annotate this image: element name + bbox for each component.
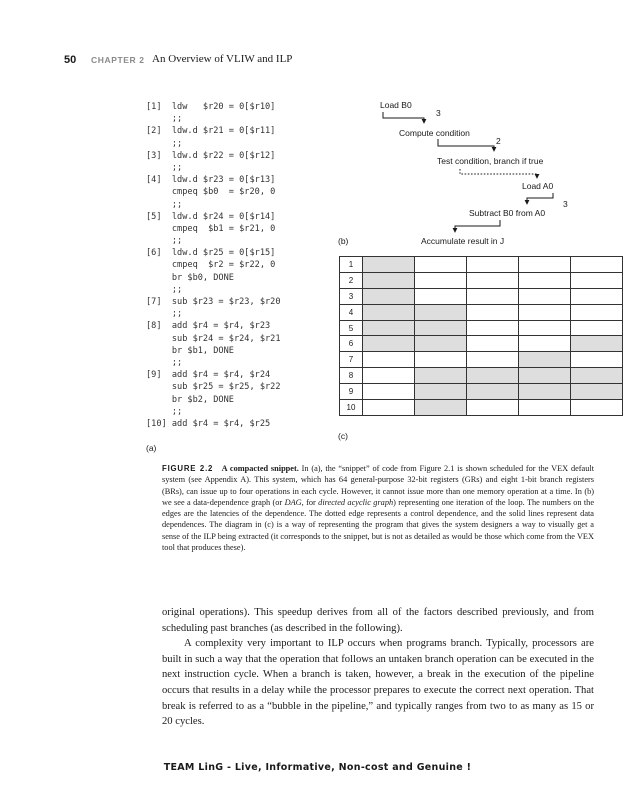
dependence-graph [360,98,600,250]
code-line: [10] add $r4 = $r4, $r25 [146,418,271,429]
table-row [340,384,623,400]
code-line: ;; [146,162,183,173]
dag-node-subtract: Subtract B0 from A0 [469,208,546,218]
figure-title: A compacted snippet. [221,464,299,473]
issue-slot [415,288,467,304]
row-number: 5 [340,320,363,336]
panel-label-b: (b) [338,236,349,246]
code-line: [7] sub $r23 = $r23, $r20 [146,297,281,307]
dag-latency-2: 2 [496,136,501,146]
code-line: [9] add $r4 = $r4, $r24 [146,370,271,381]
panel-label-a: (a) [146,443,157,453]
issue-slot [467,257,519,273]
code-line: sub $r25 = $r25, $r22 [146,382,281,393]
table-row [340,304,623,320]
issue-slot [415,320,467,336]
issue-slot [467,368,519,384]
issue-slot [571,352,623,368]
issue-slot [519,288,571,304]
issue-slot [571,400,623,416]
issue-slot [519,336,571,352]
issue-slot [467,384,519,400]
code-line: sub $r24 = $r24, $r21 [146,333,281,344]
issue-slot [415,368,467,384]
edge-compute-test [438,139,494,151]
issue-slot [467,288,519,304]
code-line: [1] ldw $r20 = 0[$r10] [146,102,276,112]
issue-slot [363,336,415,352]
code-line: ;; [146,357,183,368]
code-line: ;; [146,114,183,125]
issue-slot [519,304,571,320]
issue-slot [467,272,519,288]
dag-node-accumulate: Accumulate result in J [421,236,505,246]
code-line: ;; [146,199,183,210]
issue-slot [571,288,623,304]
issue-slot [415,257,467,273]
issue-slot [571,336,623,352]
chapter-title: An Overview of VLIW and ILP [152,53,293,65]
issue-slot [519,272,571,288]
caption-text-3: ) representing one iteration of the loop. The numbers on the edges are the latencies of the dependence. The dotted edge represents a control dependence, and the solid lines represent data dependences. The diagram in (c) is a way of representing the program that gives the system designers a way to visually get a sense of the ILP being extracted (it corresponds to the snippet, but is not as detailed as would be those which come from the VEX tool that produces these). [162,497,595,553]
issue-slot [571,257,623,273]
issue-slot [415,304,467,320]
caption-em-directed: directed acyclic graph [318,497,394,507]
page-number: 50 [64,54,77,66]
issue-slot [467,400,519,416]
table-row [340,288,623,304]
issue-slot [467,320,519,336]
panel-label-c: (c) [338,431,348,441]
dag-latency-1: 3 [436,108,441,118]
dag-node-load-a0: Load A0 [522,181,554,191]
issue-slot [571,272,623,288]
issue-slot [415,336,467,352]
issue-slot [519,368,571,384]
table-row [340,368,623,384]
issue-slot [571,320,623,336]
caption-text-2: , for [301,497,316,507]
row-number: 9 [340,384,363,400]
row-number: 3 [340,288,363,304]
code-line: [8] add $r4 = $r4, $r23 [146,321,271,332]
code-line: ;; [146,138,183,149]
row-number: 7 [340,352,363,368]
code-line: [2] ldw.d $r21 = 0[$r11] [146,126,276,137]
edge-load-compute [383,112,424,123]
issue-slot [571,304,623,320]
code-listing [146,101,281,430]
figure-label: FIGURE 2.2 [162,464,214,473]
caption-em-dag: DAG [284,497,302,507]
code-line: [3] ldw.d $r22 = 0[$r12] [146,150,276,161]
issue-slot [467,304,519,320]
row-number: 10 [340,400,363,416]
dag-latency-3: 3 [563,199,568,209]
code-line: ;; [146,309,183,320]
table-row [340,336,623,352]
code-line: [4] ldw.d $r23 = 0[$r13] [146,175,276,186]
issue-slot [519,352,571,368]
code-line: [5] ldw.d $r24 = 0[$r14] [146,211,276,222]
code-line: [6] ldw.d $r25 = 0[$r15] [146,248,276,259]
table-row [340,272,623,288]
row-number: 6 [340,336,363,352]
issue-slot [363,400,415,416]
issue-slot [363,368,415,384]
figure-caption [162,463,594,553]
edge-test-loada0 [460,169,537,178]
issue-slot [363,384,415,400]
issue-slot [363,288,415,304]
issue-slot [363,352,415,368]
code-line: cmpeq $r2 = $r22, 0 [146,260,276,271]
row-number: 2 [340,272,363,288]
issue-slot [571,384,623,400]
code-line: br $b0, DONE [146,272,234,283]
table-row [340,352,623,368]
dag-node-compute-condition: Compute condition [399,128,470,138]
chapter-label: CHAPTER 2 [91,55,145,65]
issue-slot [519,400,571,416]
dag-node-load-b0: Load B0 [380,100,412,110]
body-text [162,605,594,730]
issue-slot [519,320,571,336]
code-line: cmpeq $b1 = $r21, 0 [146,223,276,234]
code-line: ;; [146,236,183,247]
dag-node-test-condition: Test condition, branch if true [437,156,544,166]
body-paragraph-2: A complexity very important to ILP occurs when programs branch. Typically, processors are built in such a way that the operation that follows an untaken branch operation can be executed in the next instruction cycle. When a branch is taken, however, a break in the execution of the pipeline occurs that results in a delay while the processor prepares to execute the correct next operation. That break is referred to as a “bubble in the pipeline,” and typically ranges from two to as many as 15 or 20 cycles. [162,638,594,728]
row-number: 4 [340,304,363,320]
code-line: cmpeq $b0 = $r20, 0 [146,187,276,198]
caption-text-1: In (a), the “snippet” of code from Figure 2.1 is shown scheduled for the VEX default system (see Appendix A). This system, which has 64 general-purpose 32-bit registers (GRs) and eight 1-bit branch registers (BRs), can issue up to four operations in each cycle. However, it cannot issue more than one memory operation at a time. In (b) we see a data-dependence graph (or [162,464,594,507]
edge-subtract-accumulate [455,220,500,232]
code-line: ;; [146,406,183,417]
row-number: 1 [340,257,363,273]
issue-slot [415,400,467,416]
issue-slot [415,384,467,400]
issue-slot [363,304,415,320]
edge-loada0-subtract [527,193,553,204]
issue-slot [363,272,415,288]
row-number: 8 [340,368,363,384]
issue-slot [519,384,571,400]
issue-slot [467,352,519,368]
issue-slot [415,352,467,368]
table-row [340,257,623,273]
issue-slot [363,257,415,273]
issue-slot [363,320,415,336]
body-paragraph-1: original operations). This speedup derives from all of the factors described previously, and from scheduling past branches (as described in the following). [162,607,594,634]
footer-watermark: TEAM LinG - Live, Informative, Non-cost and Genuine ! [163,762,472,773]
issue-table [339,256,623,416]
table-row [340,400,623,416]
code-line: br $b1, DONE [146,345,234,356]
issue-slot [415,272,467,288]
code-line: br $b2, DONE [146,394,234,405]
issue-slot [467,336,519,352]
issue-slot [519,257,571,273]
code-line: ;; [146,284,183,295]
table-row [340,320,623,336]
issue-slot [571,368,623,384]
